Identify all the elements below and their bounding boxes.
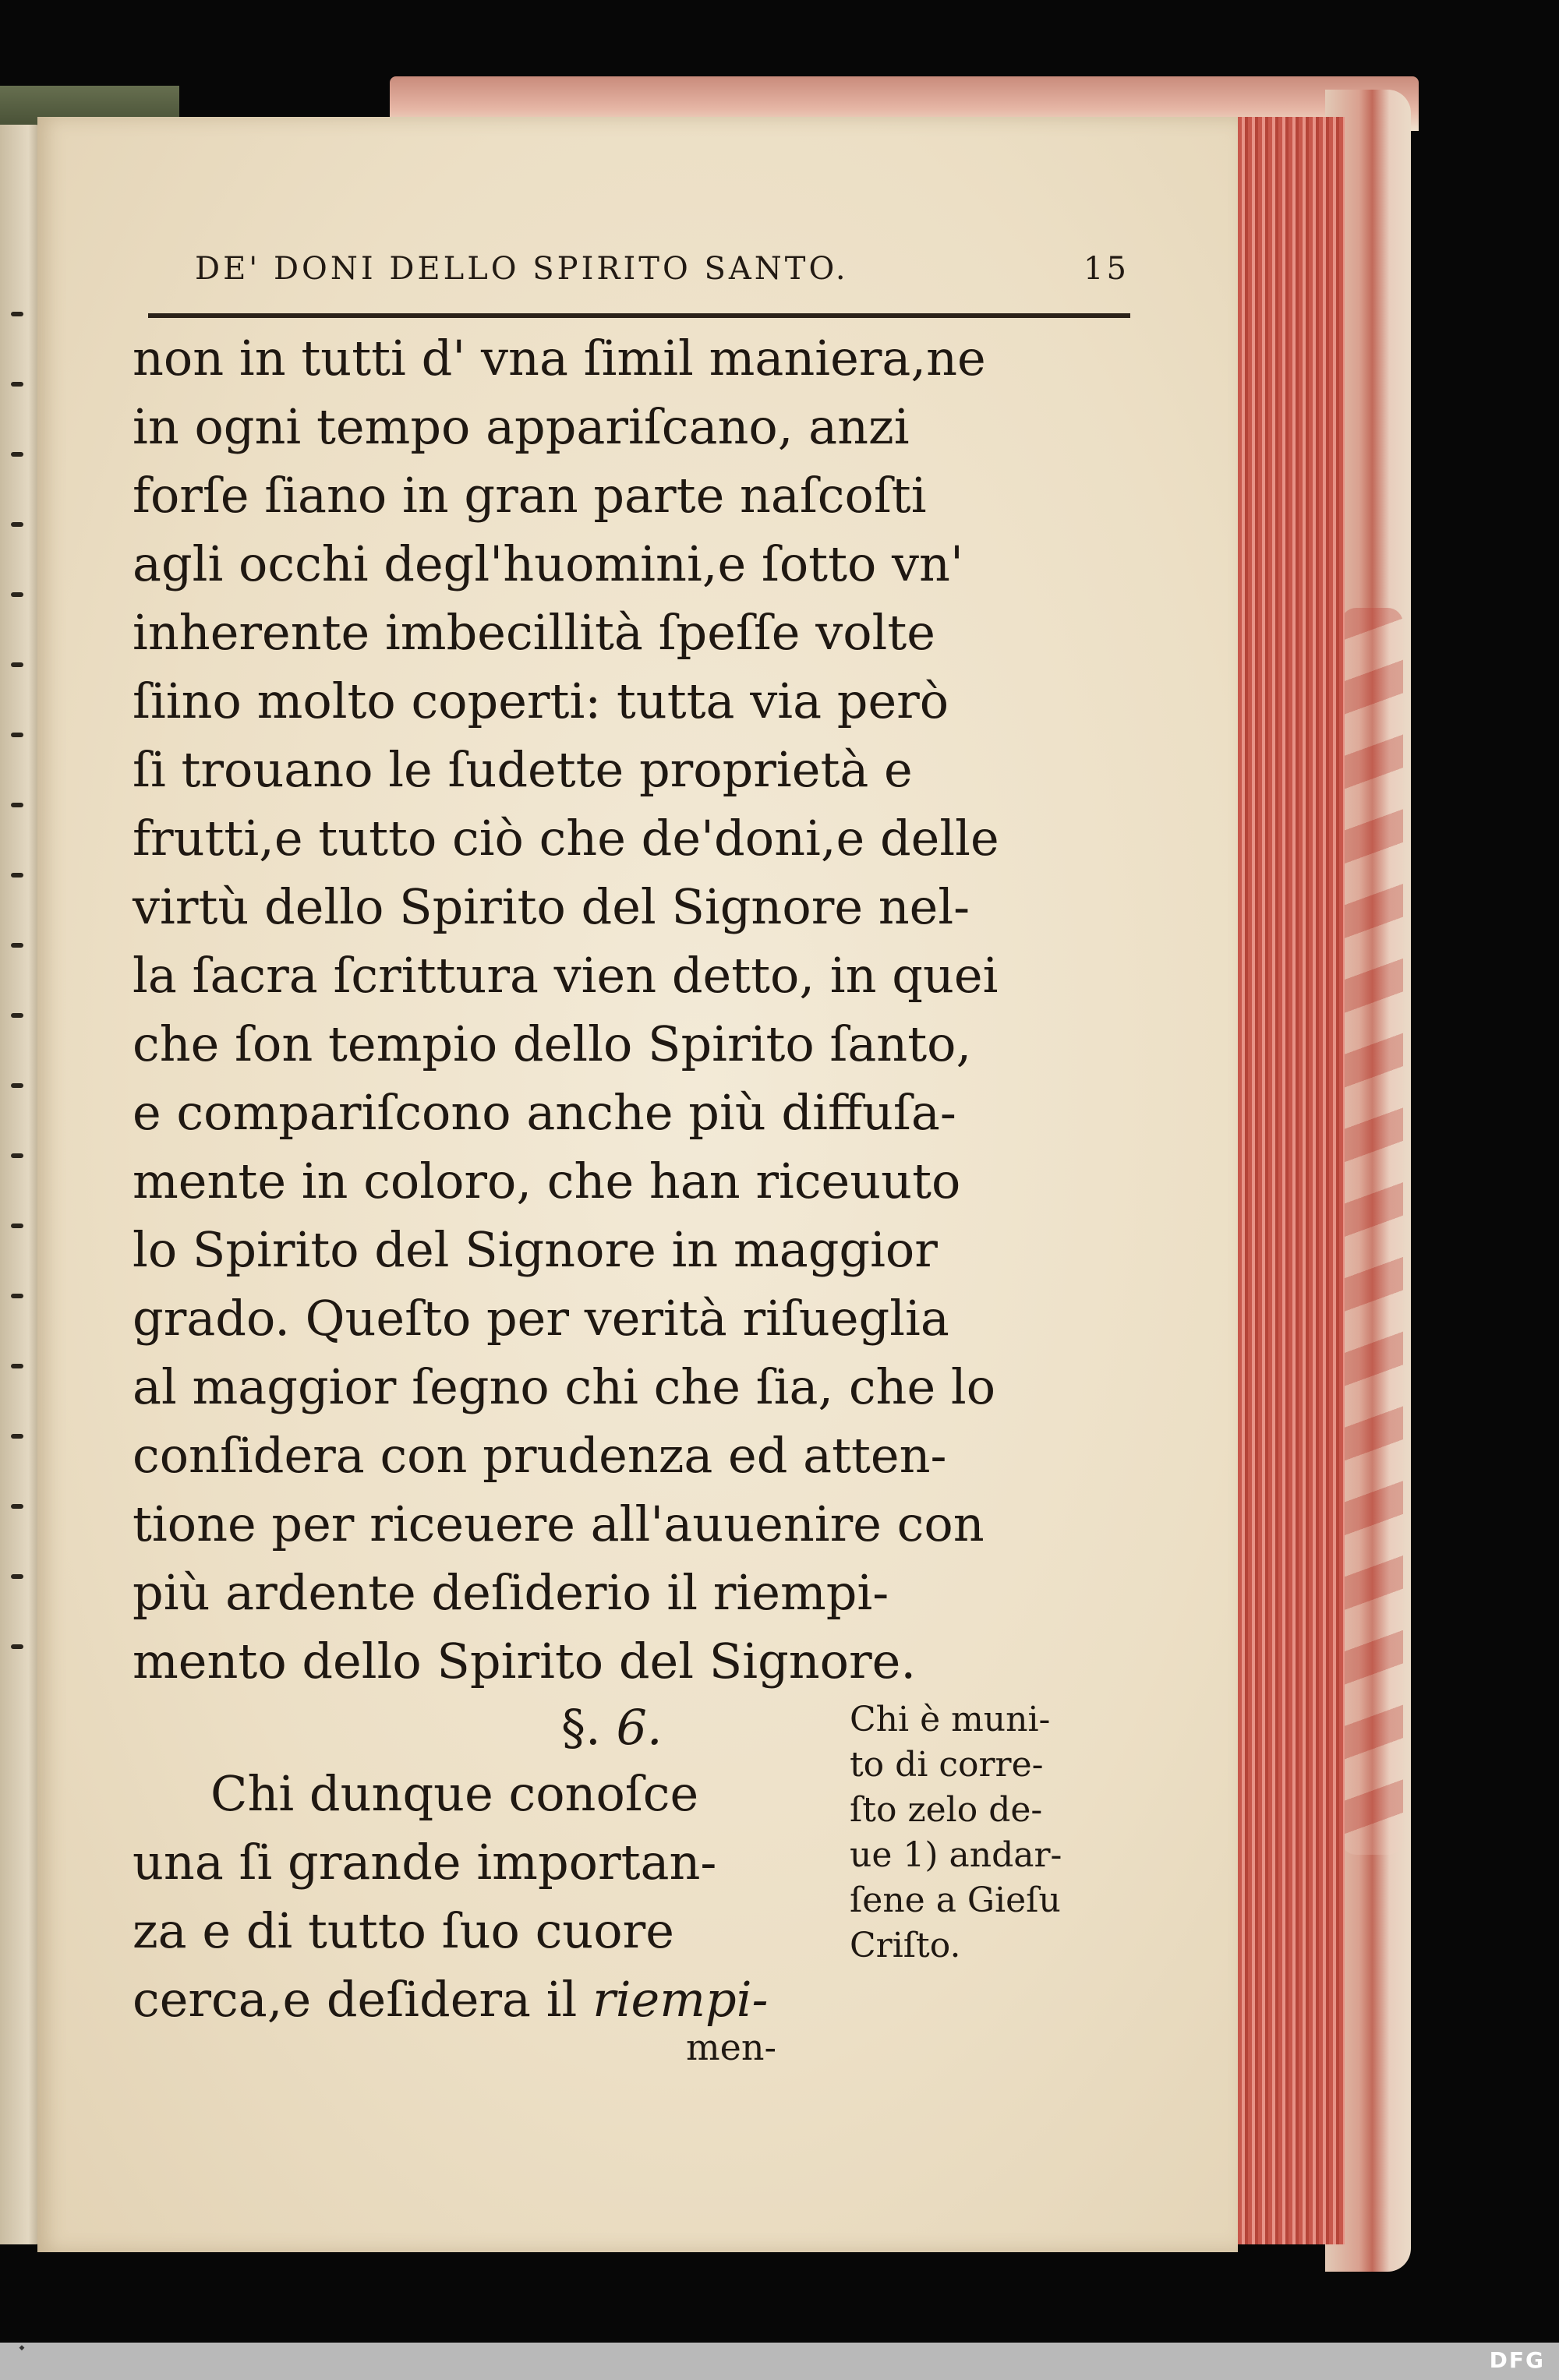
text-line: grado. Queſto per verità riſueglia — [133, 1290, 949, 1347]
text-line: forſe ſiano in gran parte naſcoſti — [133, 467, 927, 524]
text-line: virtù dello Spirito del Signore nel- — [133, 878, 970, 935]
section-symbol: §. — [561, 1699, 601, 1756]
section-text-line: Chi dunque conoſce — [210, 1765, 699, 1822]
text-line: al maggior ſegno chi che ſia, che lo — [133, 1358, 996, 1415]
text-line: la ſacra ſcrittura vien detto, in quei — [133, 947, 999, 1004]
running-head-title: DE' DONI DELLO SPIRITO SANTO. — [195, 251, 849, 287]
red-page-edges — [1228, 117, 1345, 2244]
text-line: ſiino molto coperti: tutta via però — [133, 673, 949, 729]
facing-page-text-fragments — [5, 125, 33, 2244]
text-line: conſidera con prudenza ed atten- — [133, 1427, 947, 1484]
running-head — [195, 251, 1130, 290]
section-text-line — [133, 1969, 768, 2031]
text-line: che ſon tempio dello Spirito ſanto, — [133, 1015, 972, 1072]
text-line: non in tutti d' vna ſimil maniera,ne — [133, 330, 986, 387]
facing-page-edge — [0, 125, 41, 2244]
text-line: frutti,e tutto ciò che de'doni,e delle — [133, 810, 999, 867]
section-number: 6. — [616, 1699, 663, 1756]
section-text-italic: riempi- — [592, 1971, 769, 2028]
margin-note-line: Chi è muni- — [850, 1700, 1051, 1739]
dfg-logo: DFG — [1489, 2347, 1545, 2373]
catchword: men- — [686, 2026, 777, 2068]
margin-note-line: ue 1) andar- — [850, 1835, 1062, 1875]
margin-note — [850, 1697, 1130, 1969]
margin-note-line: to di corre- — [850, 1745, 1044, 1785]
margin-note-line: ſene a Gieſu — [850, 1880, 1061, 1920]
text-line: mento dello Spirito del Signore. — [133, 1633, 917, 1690]
text-line: tione per riceuere all'auuenire con — [133, 1495, 985, 1552]
section-text-roman: cerca,e deſidera il — [133, 1971, 593, 2028]
section-text-line: za e di tutto ſuo cuore — [133, 1902, 674, 1959]
text-line: mente in coloro, che han riceuuto — [133, 1153, 961, 1209]
text-line: lo Spirito del Signore in maggior — [133, 1221, 938, 1278]
library-logo-icon: ◆ — [19, 2344, 25, 2352]
header-rule — [148, 313, 1130, 318]
text-line: agli occhi degl'huomini,e ſotto vn' — [133, 535, 964, 592]
text-line: e compariſcono anche più diffuſa- — [133, 1084, 956, 1141]
marbled-cover-pattern — [1341, 608, 1403, 1855]
text-line: in ogni tempo appariſcano, anzi — [133, 398, 910, 455]
viewer-footer-bar — [0, 2343, 1559, 2380]
text-line: ſi trouano le ſudette proprietà e — [133, 741, 913, 798]
text-line: inherente imbecillità ſpeſſe volte — [133, 604, 935, 661]
text-line: più ardente deſiderio il riempi- — [133, 1564, 889, 1621]
margin-note-line: Criſto. — [850, 1926, 961, 1965]
section-heading — [561, 1699, 663, 1756]
section-text-line: una ſi grande importan- — [133, 1834, 717, 1891]
page-number: 15 — [1084, 251, 1129, 287]
margin-note-line: ſto zelo de- — [850, 1790, 1043, 1830]
